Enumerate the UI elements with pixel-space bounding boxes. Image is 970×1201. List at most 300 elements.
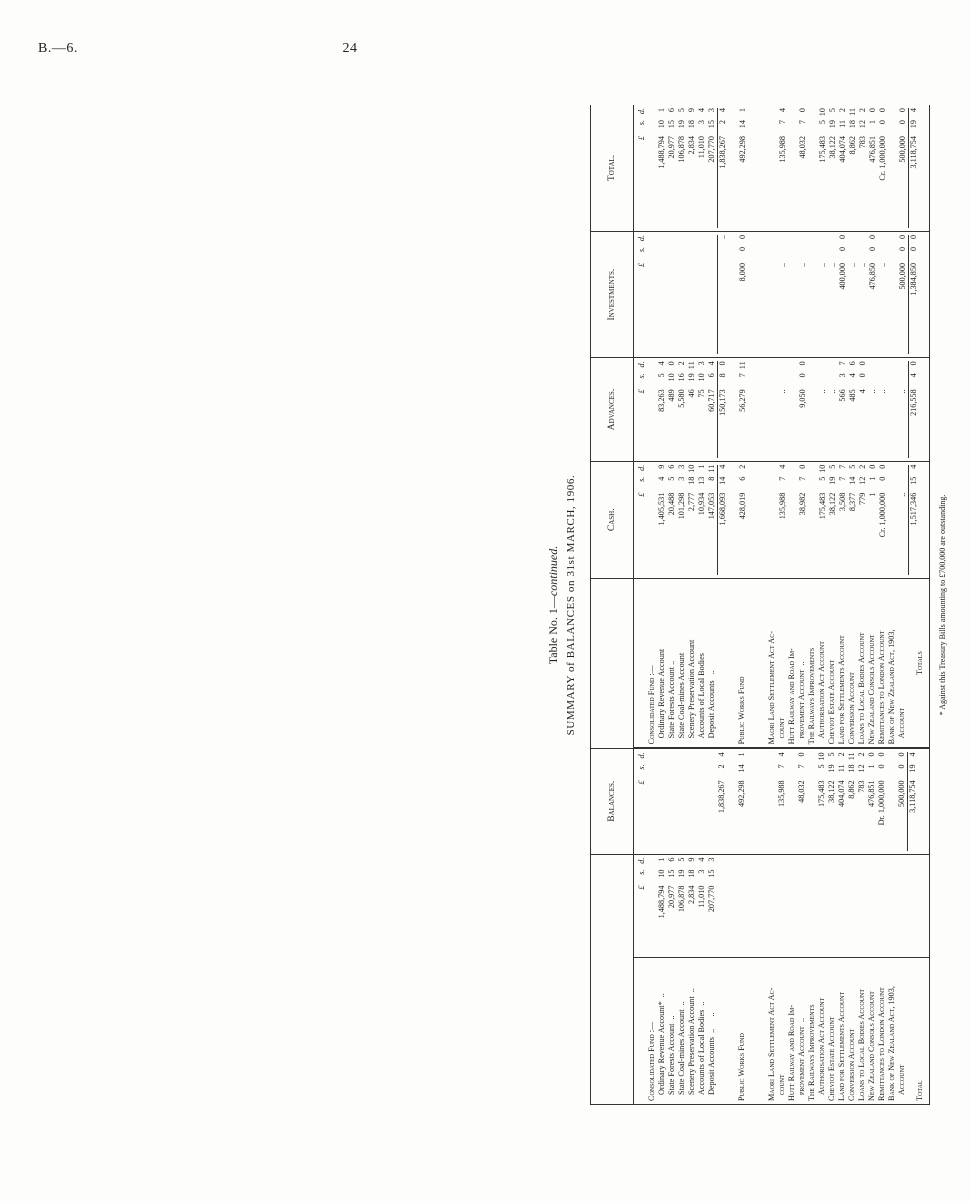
inv-row-amount xyxy=(858,235,868,311)
adv-total xyxy=(908,361,919,457)
balance-row-pence: 2 xyxy=(857,752,866,757)
balance-public-works xyxy=(737,752,747,850)
adv-row-shillings: 0 xyxy=(798,373,807,378)
adv-consolidated-row xyxy=(677,361,687,457)
left-consolidated-row: Deposit Accounts .. .. xyxy=(707,1012,716,1095)
tot-consolidated-row-shillings: 15 xyxy=(667,120,676,129)
tot-row-amount xyxy=(798,108,808,184)
unit-shilling: s. xyxy=(637,869,646,875)
cash-row-shillings: 7 xyxy=(798,476,807,481)
balance-row-pence: 11 xyxy=(847,752,856,761)
inv-total-shillings: 0 xyxy=(909,246,918,252)
balance-public-works-amount xyxy=(737,752,747,828)
adv-row-amount xyxy=(828,361,838,437)
inv-row-amount xyxy=(838,235,848,311)
cash-consolidated-total-pence: 4 xyxy=(718,464,727,469)
cash-consolidated-row-pounds: 20,488 xyxy=(667,492,676,516)
cash-consolidated-total xyxy=(717,465,728,575)
tot-consolidated-row xyxy=(667,108,677,228)
tot-row-shillings: 5 xyxy=(818,120,827,125)
tot-public-works-amount xyxy=(738,108,748,184)
left-subbalance-shillings: 15 xyxy=(667,869,676,878)
public-works-label-right: Public Works Fund xyxy=(737,676,746,745)
tot-row-shillings: 7 xyxy=(778,120,787,125)
consolidated-heading-right: Consolidated Fund :— xyxy=(647,665,656,745)
tot-consolidated-row-shillings: 15 xyxy=(707,120,716,129)
balance-consolidated-total-pounds: 1,838,267 xyxy=(717,780,726,814)
tot-row-amount xyxy=(898,108,908,184)
tot-consolidated-row-pounds: 106,878 xyxy=(677,136,686,163)
left-subbalance xyxy=(677,858,687,954)
inv-row xyxy=(828,235,838,354)
adv-row xyxy=(898,361,908,457)
left-subbalance-pounds: 20,977 xyxy=(667,885,676,909)
cash-consolidated-row-pounds: 147,053 xyxy=(707,492,716,520)
tot-consolidated-row-pounds: 1,488,794 xyxy=(657,136,666,169)
adv-row-amount xyxy=(778,361,788,437)
cash-row-shillings: 19 xyxy=(828,476,837,485)
cash-total-shillings: 15 xyxy=(909,476,918,485)
left-subbalance-amount xyxy=(657,858,667,934)
tot-row-amount xyxy=(838,108,848,184)
tot-row xyxy=(878,108,888,228)
cash-consolidated-row-pence: 3 xyxy=(677,464,686,469)
cash-row-amount xyxy=(848,465,858,541)
adv-row-amount xyxy=(838,361,848,437)
adv-consolidated-row-amount xyxy=(677,361,687,437)
inv-consolidated-total: .. xyxy=(717,235,728,354)
tot-row-amount xyxy=(848,108,858,184)
tot-consolidated-row-amount xyxy=(667,108,677,184)
adv-consolidated-row xyxy=(657,361,667,457)
cash-row-pence: 4 xyxy=(778,464,787,469)
investments-cell xyxy=(634,231,930,357)
tot-public-works-pounds: 492,298 xyxy=(738,136,747,163)
cash-consolidated-row-shillings: 4 xyxy=(657,476,666,481)
page-number: 24 xyxy=(342,41,358,56)
balance-row xyxy=(817,752,827,850)
left-labels-cell xyxy=(634,957,930,1104)
tot-row-shillings: 0 xyxy=(898,120,907,125)
left-subbalance-amount xyxy=(697,858,707,934)
balance-row xyxy=(857,752,867,850)
adv-row-pounds: 566 xyxy=(838,389,847,402)
cash-row xyxy=(848,465,858,575)
cash-row-pence: 0 xyxy=(878,464,887,469)
tot-row-pounds: 476,851 xyxy=(868,136,877,163)
cash-row-pounds: .. xyxy=(898,492,907,497)
cash-consolidated-row-pence: 11 xyxy=(707,464,716,473)
cash-consolidated-row-pounds: 10,934 xyxy=(697,492,706,516)
inv-total xyxy=(908,235,919,354)
left-subbalance-pounds: 207,770 xyxy=(707,885,716,913)
adv-row-amount xyxy=(798,361,808,437)
tot-row xyxy=(858,108,868,228)
inv-public-works-amount xyxy=(738,235,748,311)
left-subbalance-amount xyxy=(677,858,687,934)
left-total-label: Total xyxy=(915,1080,924,1101)
right-account-line: Bank of New Zealand Act, 1903, xyxy=(887,629,896,745)
balance-row-shillings: 7 xyxy=(777,764,786,769)
inv-row-pounds: .. xyxy=(828,262,837,268)
cash-row-pounds: 175,483 xyxy=(818,492,827,520)
adv-row-amount xyxy=(848,361,858,437)
adv-row-amount xyxy=(858,361,868,437)
balance-row-shillings: 1 xyxy=(867,764,876,769)
cash-consolidated-total-amount xyxy=(718,465,728,541)
advances-header: Advances. xyxy=(591,358,634,461)
left-subbalance xyxy=(697,858,707,954)
balance-row-amount xyxy=(837,752,847,828)
adv-total-shillings: 4 xyxy=(909,373,918,378)
unit-pence: d. xyxy=(637,234,646,242)
unit-shilling: s. xyxy=(637,476,646,482)
adv-row-pounds: .. xyxy=(868,389,877,394)
tot-row xyxy=(848,108,858,228)
adv-public-works xyxy=(738,361,748,457)
balance-total-amount xyxy=(908,752,918,828)
unit-shilling: s. xyxy=(637,373,646,379)
tot-consolidated-row-pence: 4 xyxy=(697,108,706,113)
cash-row-pounds: 779 xyxy=(858,492,867,505)
cash-row-amount xyxy=(828,465,838,541)
adv-consolidated-row-pounds: 60,717 xyxy=(707,389,716,412)
cash-consolidated-row-amount xyxy=(677,465,687,541)
cash-row-pence: 5 xyxy=(828,464,837,469)
right-consolidated-row: Ordinary Revenue Account xyxy=(657,648,666,739)
cash-row xyxy=(898,465,908,575)
tot-row xyxy=(838,108,848,228)
tot-row-shillings: 12 xyxy=(858,120,867,129)
unit-pence: d. xyxy=(637,857,646,864)
balance-row-pence: 5 xyxy=(827,752,836,757)
inv-row-pounds: .. xyxy=(858,262,867,268)
right-account-line: count xyxy=(777,717,786,739)
cash-consolidated-row xyxy=(687,465,697,575)
cash-total-pounds: 1,517,346 xyxy=(909,492,918,526)
unit-row xyxy=(637,108,647,228)
right-consolidated-row: State Coal-mines Account xyxy=(677,652,686,739)
tot-row xyxy=(828,108,838,228)
cash-row-shillings: 7 xyxy=(838,476,847,481)
tot-consolidated-row-shillings: 18 xyxy=(687,120,696,129)
tot-row xyxy=(818,108,828,228)
adv-public-works-pounds: 56,279 xyxy=(738,389,747,412)
left-consolidated-row: Scenery Preservation Account .. xyxy=(687,988,696,1095)
unit-shilling: s. xyxy=(637,764,646,770)
tot-row xyxy=(898,108,908,228)
unit-pence: d. xyxy=(637,361,646,368)
cash-row-amount xyxy=(838,465,848,541)
tot-total-amount xyxy=(909,108,919,184)
left-consolidated-row: State Forests Account .. xyxy=(667,1015,676,1095)
adv-row-shillings: 0 xyxy=(858,373,867,378)
investments-header: Investments. xyxy=(591,231,634,357)
left-subbalance-pence: 1 xyxy=(657,857,666,862)
balance-consolidated-total-amount xyxy=(717,752,727,828)
cash-row-pounds: 38,982 xyxy=(798,492,807,516)
adv-row-shillings: 3 xyxy=(838,373,847,378)
tot-consolidated-total xyxy=(717,108,728,228)
tot-row-shillings: 11 xyxy=(838,120,847,128)
inv-total-pounds: 1,384,850 xyxy=(909,262,918,296)
cash-row-pounds: 1 xyxy=(868,492,877,497)
balance-row-pounds: 8,862 xyxy=(847,780,856,799)
left-subbalance-pence: 9 xyxy=(687,857,696,862)
adv-consolidated-row-amount xyxy=(707,361,717,437)
tot-consolidated-row-pence: 6 xyxy=(667,108,676,113)
inv-row xyxy=(898,235,908,354)
adv-consolidated-row-shillings: 6 xyxy=(707,373,716,378)
tot-consolidated-row-pounds: 2,834 xyxy=(687,136,696,155)
tot-consolidated-total-amount xyxy=(718,108,728,184)
left-subbalance xyxy=(667,858,677,954)
adv-consolidated-row-shillings: 10 xyxy=(667,373,676,382)
adv-consolidated-row-pence: 4 xyxy=(657,361,666,366)
tot-row-amount xyxy=(878,108,888,184)
advances-cell xyxy=(634,358,930,461)
left-subbalance xyxy=(657,858,667,954)
adv-consolidated-total xyxy=(717,361,728,457)
right-account-line: Authorisation Act Account xyxy=(817,641,826,739)
balance-total-shillings: 19 xyxy=(908,764,917,773)
cash-consolidated-row xyxy=(697,465,707,575)
adv-row-shillings: 4 xyxy=(848,373,857,378)
tot-row-shillings: 0 xyxy=(878,120,887,125)
balance-row-pounds: 404,074 xyxy=(837,780,846,807)
left-subbalance-pounds: 1,488,794 xyxy=(657,885,666,919)
tot-row xyxy=(778,108,788,228)
tot-row-amount xyxy=(868,108,878,184)
adv-row-pence: 6 xyxy=(848,361,857,366)
adv-consolidated-row-amount xyxy=(687,361,697,437)
left-subbalance-amount xyxy=(707,858,717,934)
adv-public-works-shillings: 7 xyxy=(738,373,747,378)
adv-row-amount xyxy=(898,361,908,437)
adv-consolidated-row-pounds: 83,263 xyxy=(657,389,666,412)
balance-row-shillings: 11 xyxy=(837,764,846,773)
inv-row-amount xyxy=(818,235,828,311)
adv-row xyxy=(828,361,838,457)
cash-header: Cash. xyxy=(591,461,634,578)
left-account-line: Cheviot Estate Account xyxy=(827,1016,836,1101)
adv-consolidated-row-amount xyxy=(657,361,667,437)
tot-row-pounds: 135,988 xyxy=(778,136,787,163)
left-account-line: New Zealand Consols Account xyxy=(867,991,876,1101)
tot-row-pounds: 500,000 xyxy=(898,136,907,163)
right-account-header xyxy=(591,578,634,748)
cash-row-pounds: Cr. 1,000,000 xyxy=(878,492,887,538)
cash-public-works-amount xyxy=(738,465,748,541)
unit-pence: d. xyxy=(637,108,646,115)
left-subbalance-pence: 4 xyxy=(697,857,706,862)
balance-row xyxy=(827,752,837,850)
inv-row xyxy=(858,235,868,354)
cash-consolidated-row-pence: 6 xyxy=(667,464,676,469)
left-account-line: count xyxy=(777,1074,786,1095)
rotated-table-region xyxy=(540,105,970,1105)
tot-consolidated-row-pence: 1 xyxy=(657,108,666,113)
left-subbalance-amount xyxy=(687,858,697,934)
balance-row-amount xyxy=(827,752,837,828)
right-labels-cell xyxy=(634,578,930,748)
cash-row-pence: 10 xyxy=(818,464,827,473)
cash-cell xyxy=(634,461,930,578)
balance-row-pence: 0 xyxy=(897,752,906,757)
unit-pound: £ xyxy=(637,492,646,497)
right-consolidated-row: Scenery Preservation Account xyxy=(687,639,696,739)
adv-consolidated-total-pounds: 150,173 xyxy=(718,389,727,416)
inv-row xyxy=(778,235,788,354)
adv-row xyxy=(858,361,868,457)
left-account-line: Loans to Local Bodies Account xyxy=(857,988,866,1101)
cash-row-shillings: 14 xyxy=(848,476,857,485)
inv-row-shillings: 0 xyxy=(838,246,847,252)
unit-row-amount xyxy=(637,108,647,184)
adv-row-pounds: .. xyxy=(898,389,907,394)
footnote: * Against this Treasury Bills amounting to £700,000 are outstanding. xyxy=(938,494,947,716)
cash-row-pounds: 3,508 xyxy=(838,492,847,512)
balance-row-pounds: 135,988 xyxy=(777,780,786,807)
adv-row xyxy=(818,361,828,457)
adv-consolidated-total-shillings: 8 xyxy=(718,373,727,378)
tot-consolidated-row-pounds: 207,770 xyxy=(707,136,716,163)
cash-consolidated-row-pence: 10 xyxy=(687,464,696,473)
cash-row-shillings: 7 xyxy=(778,476,787,481)
table-title-continued: continued. xyxy=(546,545,560,597)
balance-consolidated-total-shillings: 2 xyxy=(717,764,726,769)
cash-row-pence: 7 xyxy=(838,464,847,469)
adv-consolidated-row-pence: 2 xyxy=(677,361,686,366)
balance-row xyxy=(867,752,877,850)
inv-row-amount xyxy=(868,235,878,311)
adv-row xyxy=(838,361,848,457)
cash-public-works-pence: 2 xyxy=(738,464,747,469)
inv-row-amount xyxy=(898,235,908,311)
balance-row-shillings: 7 xyxy=(797,764,806,769)
cash-consolidated-row-pence: 9 xyxy=(657,464,666,469)
balance-consolidated-total xyxy=(717,752,727,850)
balance-row-amount xyxy=(867,752,877,828)
tot-row-amount xyxy=(778,108,788,184)
adv-row xyxy=(878,361,888,457)
left-account-line: Hutt Railway and Road Im- xyxy=(787,1004,796,1101)
balance-row xyxy=(837,752,847,850)
left-subbalance xyxy=(687,858,697,954)
adv-consolidated-row-amount xyxy=(697,361,707,437)
left-subbalance-amount xyxy=(667,858,677,934)
balance-row-pounds: 175,483 xyxy=(817,780,826,807)
balance-row-amount xyxy=(877,752,887,828)
adv-public-works-pence: 11 xyxy=(738,361,747,370)
unit-shilling: s. xyxy=(637,246,646,253)
right-account-line: Conversion Account xyxy=(847,672,856,745)
left-consolidated-row: Accounts of Local Bodies .. xyxy=(697,1001,706,1095)
adv-consolidated-row xyxy=(707,361,717,457)
tot-row-pence: 2 xyxy=(858,108,867,113)
tot-row-pence: 0 xyxy=(798,108,807,113)
left-account-header xyxy=(591,854,634,1104)
balance-row-amount xyxy=(777,752,787,828)
tot-consolidated-row-pence: 3 xyxy=(707,108,716,113)
cash-consolidated-row xyxy=(657,465,667,575)
balance-row-pence: 10 xyxy=(817,752,826,761)
tot-consolidated-row-pence: 5 xyxy=(677,108,686,113)
right-account-line: Account xyxy=(897,707,906,739)
tot-consolidated-row xyxy=(687,108,697,228)
adv-consolidated-row-amount xyxy=(667,361,677,437)
balance-row-pounds: 500,000 xyxy=(897,780,906,807)
balance-row-pounds: 48,032 xyxy=(797,780,806,803)
consolidated-heading: Consolidated Fund :— xyxy=(647,1021,656,1101)
tot-total xyxy=(908,108,919,228)
tot-consolidated-row xyxy=(697,108,707,228)
tot-row-amount xyxy=(818,108,828,184)
right-account-line: Cheviot Estate Account xyxy=(827,659,836,745)
cash-row-pounds: 135,988 xyxy=(778,492,787,520)
cash-total-amount xyxy=(909,465,919,541)
inv-row-pounds: .. xyxy=(818,262,827,268)
left-account-line: Bank of New Zealand Act, 1903, xyxy=(887,986,896,1101)
tot-row-pounds: 38,122 xyxy=(828,136,837,159)
adv-row-pence: 7 xyxy=(838,361,847,366)
left-consolidated-row: State Coal-mines Account .. xyxy=(677,1001,686,1095)
tot-consolidated-row-shillings: 3 xyxy=(697,120,706,125)
table-title-text: Table No. 1— xyxy=(546,596,560,665)
balance-row xyxy=(847,752,857,850)
adv-consolidated-row-shillings: 16 xyxy=(677,373,686,382)
cash-row-amount xyxy=(898,465,908,541)
balance-row-amount xyxy=(847,752,857,828)
adv-row xyxy=(798,361,808,457)
tot-row-pounds: Cr. 1,000,000 xyxy=(878,136,887,181)
adv-consolidated-row xyxy=(687,361,697,457)
adv-consolidated-row-pence: 11 xyxy=(687,361,696,370)
cash-consolidated-row-shillings: 13 xyxy=(697,476,706,485)
inv-public-works xyxy=(738,235,748,354)
adv-consolidated-row-pence: 0 xyxy=(667,361,676,366)
unit-pound: £ xyxy=(637,262,646,268)
unit-pound: £ xyxy=(637,389,646,394)
tot-consolidated-row xyxy=(677,108,687,228)
tot-row-pounds: 48,032 xyxy=(798,136,807,159)
adv-consolidated-row-shillings: 19 xyxy=(687,373,696,382)
cash-row-pence: 0 xyxy=(798,464,807,469)
table-title xyxy=(548,105,558,1105)
cash-row-amount xyxy=(858,465,868,541)
adv-consolidated-row-pounds: 5,580 xyxy=(677,389,686,408)
tot-consolidated-row-pounds: 11,010 xyxy=(697,136,706,159)
cash-consolidated-row-amount xyxy=(697,465,707,541)
balance-row-pence: 4 xyxy=(777,752,786,757)
tot-row-shillings: 19 xyxy=(828,120,837,129)
tot-consolidated-row-shillings: 19 xyxy=(677,120,686,129)
cash-consolidated-row-amount xyxy=(667,465,677,541)
inv-row-pounds: .. xyxy=(878,262,887,268)
adv-consolidated-row-pounds: 489 xyxy=(667,389,676,402)
balance-row-pence: 0 xyxy=(867,752,876,757)
cash-consolidated-row-shillings: 5 xyxy=(667,476,676,481)
left-subbalance-pence: 5 xyxy=(677,857,686,862)
adv-row-pence: 0 xyxy=(858,361,867,366)
left-subbalance-pounds: 2,834 xyxy=(687,885,696,904)
tot-total-shillings: 19 xyxy=(909,120,918,129)
adv-row-pounds: 9,050 xyxy=(798,389,807,408)
inv-total-amount xyxy=(909,235,919,311)
adv-consolidated-row xyxy=(667,361,677,457)
cash-row-pence: 5 xyxy=(848,464,857,469)
cash-consolidated-row-shillings: 3 xyxy=(677,476,686,481)
